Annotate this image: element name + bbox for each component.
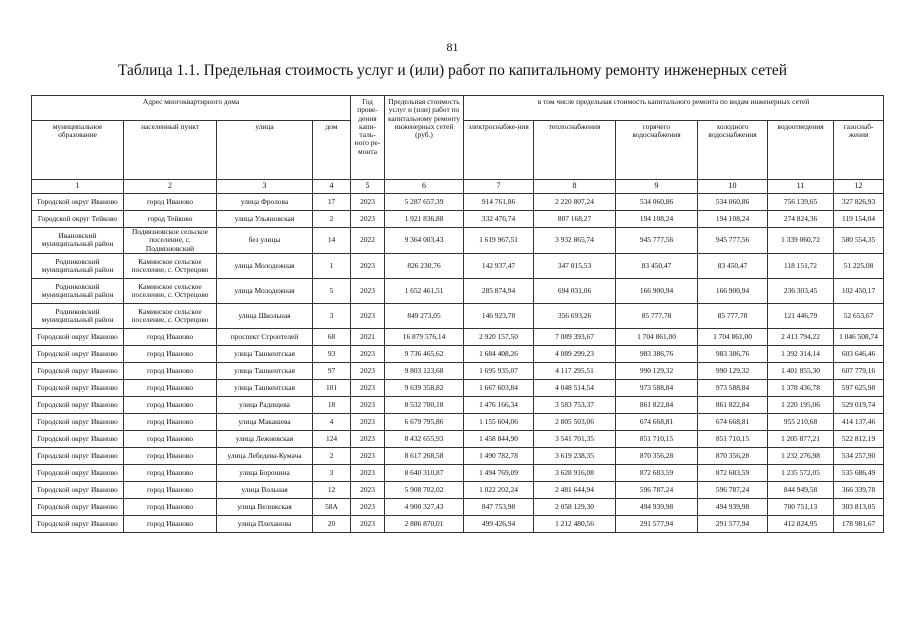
cell-street: проспект Строителей [217, 328, 313, 345]
cell-cold-water: 194 108,24 [698, 211, 768, 228]
cell-gas: 414 137,46 [834, 413, 884, 430]
cell-year: 2023 [351, 498, 385, 515]
cell-street: улица Ульяновская [217, 211, 313, 228]
cell-sewer: 1 235 572,05 [768, 464, 834, 481]
header-electric: электроснабже-ния [464, 121, 534, 180]
cell-municipality: Городской округ Иваново [32, 481, 124, 498]
cell-total-cost: 6 679 795,86 [385, 413, 464, 430]
cell-total-cost: 849 273,05 [385, 303, 464, 328]
cell-gas: 535 686,49 [834, 464, 884, 481]
cell-municipality: Городской округ Иваново [32, 362, 124, 379]
column-number: 2 [124, 180, 217, 194]
cell-house: 2 [313, 211, 351, 228]
cell-house: 1 [313, 253, 351, 278]
cell-settlement: город Иваново [124, 379, 217, 396]
cell-total-cost: 8 532 780,18 [385, 396, 464, 413]
cell-cold-water: 872 683,59 [698, 464, 768, 481]
cell-cold-water: 166 900,94 [698, 278, 768, 303]
cell-hot-water: 1 704 861,00 [616, 328, 698, 345]
cell-sewer: 274 824,36 [768, 211, 834, 228]
cell-year: 2023 [351, 481, 385, 498]
cell-hot-water: 983 386,76 [616, 345, 698, 362]
cell-total-cost: 9 803 123,68 [385, 362, 464, 379]
cell-electric: 1 155 604,06 [464, 413, 534, 430]
cell-sewer: 1 339 060,72 [768, 228, 834, 254]
table-row [32, 498, 884, 515]
cell-heat: 2 220 807,24 [534, 194, 616, 211]
cell-settlement: город Иваново [124, 328, 217, 345]
cell-year: 2023 [351, 464, 385, 481]
cell-settlement: город Тейково [124, 211, 217, 228]
cell-gas: 534 257,90 [834, 447, 884, 464]
cell-settlement: Подвязновское сельское поселение, с. Подвязновский [124, 228, 217, 254]
cell-settlement: город Иваново [124, 498, 217, 515]
cell-total-cost: 9 736 465,62 [385, 345, 464, 362]
cell-gas: 580 554,35 [834, 228, 884, 254]
header-settlement: населенный пункт [124, 121, 217, 180]
cell-electric: 1 476 166,34 [464, 396, 534, 413]
cell-cold-water: 494 939,98 [698, 498, 768, 515]
header-municipality: муниципальное образование [32, 121, 124, 180]
cell-heat: 4 117 295,51 [534, 362, 616, 379]
cell-street: улица Макашева [217, 413, 313, 430]
cell-heat: 356 693,26 [534, 303, 616, 328]
cell-sewer: 121 446,79 [768, 303, 834, 328]
cell-settlement: город Иваново [124, 481, 217, 498]
cell-electric: 142 937,47 [464, 253, 534, 278]
cell-electric: 332 476,74 [464, 211, 534, 228]
column-number: 8 [534, 180, 616, 194]
cell-electric: 847 753,98 [464, 498, 534, 515]
header-street: улица [217, 121, 313, 180]
cell-heat: 2 481 644,94 [534, 481, 616, 498]
table-row [32, 464, 884, 481]
cell-settlement: город Иваново [124, 413, 217, 430]
cell-heat: 4 089 299,23 [534, 345, 616, 362]
cell-street: улица Лежневская [217, 430, 313, 447]
cell-settlement: Каминское сельское поселение, с. Острецово [124, 278, 217, 303]
cell-total-cost: 16 879 576,14 [385, 328, 464, 345]
cell-year: 2023 [351, 379, 385, 396]
cell-gas: 119 154,04 [834, 211, 884, 228]
table-row [32, 362, 884, 379]
header-gas: газоснаб-жения [834, 121, 884, 180]
cell-total-cost: 4 900 327,43 [385, 498, 464, 515]
table-row [32, 413, 884, 430]
table-row [32, 447, 884, 464]
cell-total-cost: 5 908 702,02 [385, 481, 464, 498]
cell-cold-water: 83 450,47 [698, 253, 768, 278]
cell-electric: 1 022 202,24 [464, 481, 534, 498]
cell-cold-water: 973 588,84 [698, 379, 768, 396]
table-row [32, 194, 884, 211]
header-breakdown-group: в том числе предельная стоимость капитального ремонта по видам инженерных сетей [464, 96, 884, 121]
cell-cold-water: 945 777,56 [698, 228, 768, 254]
column-number: 9 [616, 180, 698, 194]
header-address-group: Адрес многоквартирного дома [32, 96, 351, 121]
cell-heat: 7 089 393,67 [534, 328, 616, 345]
cell-street: улица Школьная [217, 303, 313, 328]
cell-street: без улицы [217, 228, 313, 254]
cell-house: 12 [313, 481, 351, 498]
cell-house: 101 [313, 379, 351, 396]
cell-gas: 522 812,19 [834, 430, 884, 447]
table-row [32, 396, 884, 413]
cell-house: 58А [313, 498, 351, 515]
cell-sewer: 1 401 855,30 [768, 362, 834, 379]
column-number: 6 [385, 180, 464, 194]
cell-street: улица Лебедева-Кумача [217, 447, 313, 464]
cell-electric: 1 458 844,90 [464, 430, 534, 447]
cell-street: улица Радищева [217, 396, 313, 413]
cell-settlement: город Иваново [124, 194, 217, 211]
cell-house: 4 [313, 413, 351, 430]
cell-electric: 499 426,94 [464, 515, 534, 532]
cell-street: улица Фролова [217, 194, 313, 211]
cell-cold-water: 861 822,84 [698, 396, 768, 413]
column-number: 7 [464, 180, 534, 194]
cell-gas: 178 981,67 [834, 515, 884, 532]
cell-total-cost: 9 639 358,82 [385, 379, 464, 396]
column-number: 11 [768, 180, 834, 194]
cell-sewer: 1 205 877,21 [768, 430, 834, 447]
cell-municipality: Родниковский муниципальный район [32, 278, 124, 303]
cell-municipality: Родниковский муниципальный район [32, 253, 124, 278]
cell-settlement: город Иваново [124, 430, 217, 447]
cell-sewer: 2 413 794,22 [768, 328, 834, 345]
cell-year: 2021 [351, 328, 385, 345]
cell-hot-water: 674 668,81 [616, 413, 698, 430]
cell-house: 3 [313, 464, 351, 481]
column-number: 12 [834, 180, 884, 194]
cell-year: 2023 [351, 413, 385, 430]
cell-municipality: Городской округ Иваново [32, 328, 124, 345]
cell-house: 93 [313, 345, 351, 362]
cell-hot-water: 973 588,84 [616, 379, 698, 396]
cell-street: улица Ташкентская [217, 345, 313, 362]
cell-cold-water: 534 060,86 [698, 194, 768, 211]
table-row [32, 253, 884, 278]
cell-sewer: 756 139,65 [768, 194, 834, 211]
cell-street: улица Плеханова [217, 515, 313, 532]
cell-house: 18 [313, 396, 351, 413]
cell-electric: 1 684 408,26 [464, 345, 534, 362]
cell-total-cost: 1 652 461,51 [385, 278, 464, 303]
cell-heat: 3 628 916,08 [534, 464, 616, 481]
cell-heat: 1 212 480,56 [534, 515, 616, 532]
header-year: Год прове-дения капи-таль-ного ре-монта [351, 96, 385, 180]
cell-cold-water: 674 668,81 [698, 413, 768, 430]
cell-municipality: Родниковский муниципальный район [32, 303, 124, 328]
cell-hot-water: 534 060,86 [616, 194, 698, 211]
cell-heat: 694 031,06 [534, 278, 616, 303]
cost-table [31, 95, 884, 533]
cell-total-cost: 8 432 655,93 [385, 430, 464, 447]
cell-hot-water: 291 577,94 [616, 515, 698, 532]
header-hot-water: горячего водоснабжения [616, 121, 698, 180]
header-house: дом [313, 121, 351, 180]
table-row [32, 211, 884, 228]
cell-electric: 1 667 603,84 [464, 379, 534, 396]
cell-street: улица Ташкентская [217, 379, 313, 396]
cell-sewer: 118 151,72 [768, 253, 834, 278]
cell-total-cost: 8 640 310,87 [385, 464, 464, 481]
cell-year: 2023 [351, 253, 385, 278]
cell-municipality: Городской округ Иваново [32, 413, 124, 430]
cell-municipality: Городской округ Иваново [32, 498, 124, 515]
cell-municipality: Городской округ Иваново [32, 379, 124, 396]
cell-electric: 146 923,78 [464, 303, 534, 328]
cell-gas: 102 450,17 [834, 278, 884, 303]
cell-sewer: 412 824,95 [768, 515, 834, 532]
cell-house: 20 [313, 515, 351, 532]
cell-municipality: Городской округ Тейково [32, 211, 124, 228]
cell-settlement: Каминское сельское поселение, с. Острецово [124, 303, 217, 328]
cell-municipality: Городской округ Иваново [32, 464, 124, 481]
cell-heat: 3 541 701,35 [534, 430, 616, 447]
cell-municipality: Городской округ Иваново [32, 345, 124, 362]
cell-total-cost: 8 617 268,58 [385, 447, 464, 464]
cell-street: улица Молодежная [217, 253, 313, 278]
cell-settlement: город Иваново [124, 515, 217, 532]
header-max-cost: Предельная стоимость услуг и (или) работ по капитальному ремонту инженерных сетей (руб.) [385, 96, 464, 180]
header-cold-water: холодного водоснабжения [698, 121, 768, 180]
cell-hot-water: 194 108,24 [616, 211, 698, 228]
cell-house: 68 [313, 328, 351, 345]
table-title: Таблица 1.1. Предельная стоимость услуг и (или) работ по капитальному ремонту инженерных сетей [117, 62, 788, 79]
cell-sewer: 1 220 195,06 [768, 396, 834, 413]
cell-gas: 529 019,74 [834, 396, 884, 413]
cell-settlement: Каминское сельское поселение, с. Острецово [124, 253, 217, 278]
cell-year: 2023 [351, 211, 385, 228]
cell-settlement: город Иваново [124, 362, 217, 379]
page-number: 81 [446, 40, 459, 54]
cell-sewer: 700 751,13 [768, 498, 834, 515]
cell-hot-water: 83 450,47 [616, 253, 698, 278]
cell-gas: 303 813,05 [834, 498, 884, 515]
cell-heat: 2 058 129,30 [534, 498, 616, 515]
table-row [32, 328, 884, 345]
cell-hot-water: 851 710,15 [616, 430, 698, 447]
cell-cold-water: 291 577,94 [698, 515, 768, 532]
cell-hot-water: 870 356,28 [616, 447, 698, 464]
cell-municipality: Городской округ Иваново [32, 194, 124, 211]
column-number: 1 [32, 180, 124, 194]
cell-year: 2023 [351, 278, 385, 303]
cell-house: 5 [313, 278, 351, 303]
cell-gas: 51 225,08 [834, 253, 884, 278]
cell-sewer: 236 303,45 [768, 278, 834, 303]
cell-electric: 285 874,94 [464, 278, 534, 303]
cell-electric: 1 490 782,78 [464, 447, 534, 464]
cell-heat: 3 619 238,35 [534, 447, 616, 464]
header-heat: теплоснабжения [534, 121, 616, 180]
cell-cold-water: 870 356,28 [698, 447, 768, 464]
cell-gas: 366 339,78 [834, 481, 884, 498]
cell-street: улица Молодежная [217, 278, 313, 303]
cell-house: 3 [313, 303, 351, 328]
column-number: 5 [351, 180, 385, 194]
cell-municipality: Городской округ Иваново [32, 447, 124, 464]
cell-year: 2023 [351, 303, 385, 328]
cell-settlement: город Иваново [124, 464, 217, 481]
column-number: 10 [698, 180, 768, 194]
cell-electric: 914 761,86 [464, 194, 534, 211]
cell-cold-water: 596 787,24 [698, 481, 768, 498]
cell-electric: 2 920 157,50 [464, 328, 534, 345]
cell-street: улица Велижская [217, 498, 313, 515]
cell-heat: 3 932 865,74 [534, 228, 616, 254]
cell-electric: 1 619 967,51 [464, 228, 534, 254]
cell-sewer: 1 378 436,78 [768, 379, 834, 396]
cell-cold-water: 983 386,76 [698, 345, 768, 362]
header-sewer: водоотведения [768, 121, 834, 180]
table-row [32, 278, 884, 303]
cell-heat: 2 805 503,06 [534, 413, 616, 430]
cell-street: улица Боронина [217, 464, 313, 481]
cell-cold-water: 990 129,32 [698, 362, 768, 379]
cell-total-cost: 1 921 836,88 [385, 211, 464, 228]
table-row [32, 228, 884, 254]
cell-hot-water: 596 787,24 [616, 481, 698, 498]
cell-street: улица Ташкентская [217, 362, 313, 379]
cell-heat: 3 583 753,37 [534, 396, 616, 413]
column-number: 4 [313, 180, 351, 194]
cell-gas: 1 046 508,74 [834, 328, 884, 345]
cell-total-cost: 5 287 657,39 [385, 194, 464, 211]
cell-hot-water: 861 822,84 [616, 396, 698, 413]
column-number: 3 [217, 180, 313, 194]
cell-hot-water: 872 683,59 [616, 464, 698, 481]
cell-heat: 4 048 514,54 [534, 379, 616, 396]
cell-year: 2023 [351, 362, 385, 379]
cell-electric: 1 695 935,07 [464, 362, 534, 379]
cell-hot-water: 990 129,32 [616, 362, 698, 379]
cell-year: 2023 [351, 447, 385, 464]
cell-cold-water: 85 777,78 [698, 303, 768, 328]
cell-settlement: город Иваново [124, 345, 217, 362]
column-number-row [32, 180, 884, 194]
cell-municipality: Городской округ Иваново [32, 515, 124, 532]
cell-hot-water: 945 777,56 [616, 228, 698, 254]
cell-year: 2023 [351, 396, 385, 413]
cell-hot-water: 494 939,98 [616, 498, 698, 515]
cell-sewer: 955 210,68 [768, 413, 834, 430]
cell-settlement: город Иваново [124, 447, 217, 464]
cell-cold-water: 1 704 861,00 [698, 328, 768, 345]
cell-year: 2023 [351, 515, 385, 532]
cell-house: 97 [313, 362, 351, 379]
cell-year: 2022 [351, 228, 385, 254]
cell-year: 2023 [351, 194, 385, 211]
table-row [32, 515, 884, 532]
cell-total-cost: 9 364 003,43 [385, 228, 464, 254]
cell-gas: 52 653,67 [834, 303, 884, 328]
cell-house: 17 [313, 194, 351, 211]
cell-heat: 347 015,53 [534, 253, 616, 278]
cell-total-cost: 2 886 870,01 [385, 515, 464, 532]
cell-electric: 1 494 769,09 [464, 464, 534, 481]
cell-street: улица Вольная [217, 481, 313, 498]
cell-hot-water: 85 777,78 [616, 303, 698, 328]
cell-municipality: Городской округ Иваново [32, 430, 124, 447]
cell-heat: 807 168,27 [534, 211, 616, 228]
cell-gas: 603 646,46 [834, 345, 884, 362]
cell-sewer: 1 392 314,14 [768, 345, 834, 362]
table-row [32, 303, 884, 328]
cell-gas: 597 625,98 [834, 379, 884, 396]
table-row [32, 430, 884, 447]
table-row [32, 481, 884, 498]
cell-sewer: 1 232 276,98 [768, 447, 834, 464]
cell-cold-water: 851 710,15 [698, 430, 768, 447]
cell-house: 14 [313, 228, 351, 254]
cell-total-cost: 826 230,76 [385, 253, 464, 278]
table-row [32, 379, 884, 396]
cell-year: 2023 [351, 430, 385, 447]
cell-gas: 327 826,93 [834, 194, 884, 211]
cell-municipality: Городской округ Иваново [32, 396, 124, 413]
table-row [32, 345, 884, 362]
cell-gas: 607 779,16 [834, 362, 884, 379]
cell-year: 2023 [351, 345, 385, 362]
cell-settlement: город Иваново [124, 396, 217, 413]
cell-hot-water: 166 900,94 [616, 278, 698, 303]
cell-municipality: Ивановский муниципальный район [32, 228, 124, 254]
cell-house: 2 [313, 447, 351, 464]
cell-house: 124 [313, 430, 351, 447]
cell-sewer: 844 949,58 [768, 481, 834, 498]
